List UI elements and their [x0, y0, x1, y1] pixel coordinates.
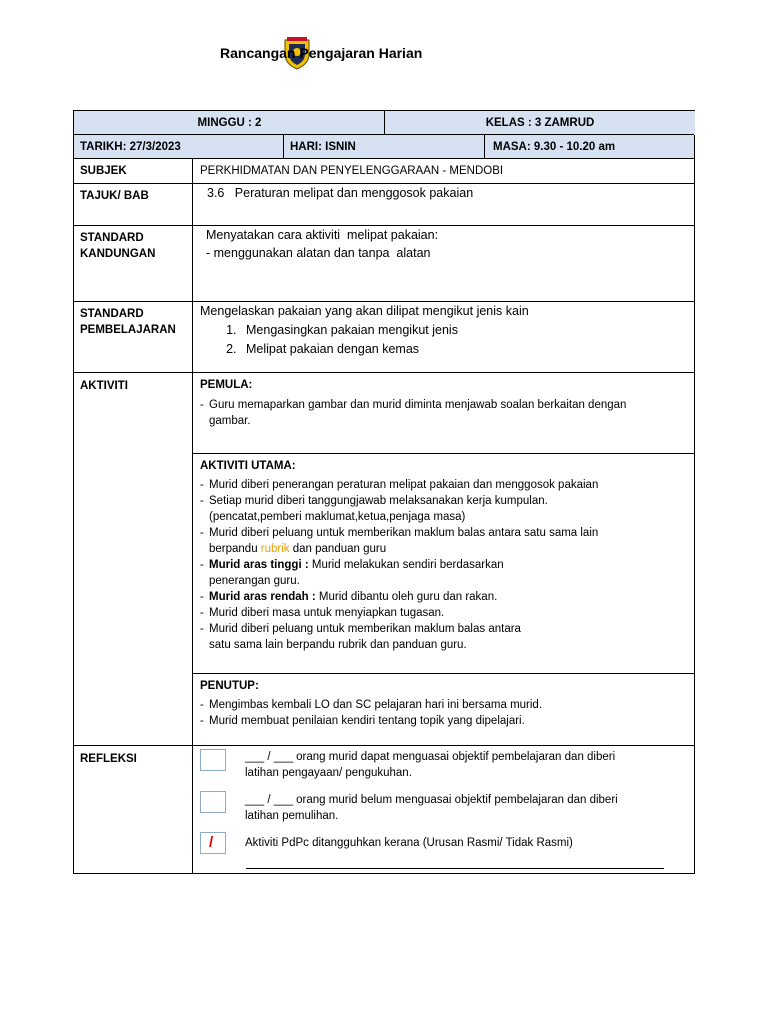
list-item: - Murid diberi peluang untuk memberikan maklum balas antara satu sama lain berpandu rubrik dan panduan guru: [200, 525, 688, 557]
blank-answer-line: [246, 868, 664, 869]
reflection-checkbox-3[interactable]: [200, 832, 226, 854]
standard-kandungan-label: STANDARD KANDUNGAN: [80, 232, 156, 260]
refleksi-item-1: ___ / ___ orang murid dapat menguasai objektif pembelajaran dan diberi latihan pengayaan/ pengukuhan.: [245, 751, 616, 779]
reflection-checkbox-2[interactable]: [200, 791, 226, 813]
tajuk-value: 3.6 Peraturan melipat dan menggosok pakaian: [207, 186, 474, 200]
minggu-cell: MINGGU : 2: [74, 111, 385, 135]
list-item: - Murid diberi peluang untuk memberikan maklum balas antara satu sama lain berpandu rubrik dan panduan guru.: [200, 621, 688, 653]
tarikh-cell: TARIKH: 27/3/2023: [74, 135, 283, 159]
standard-pembelajaran-label: STANDARD PEMBELAJARAN: [80, 308, 176, 336]
aktiviti-label: AKTIVITI: [80, 380, 128, 392]
list-item: - Murid aras rendah : Murid dibantu oleh guru dan rakan.: [200, 589, 688, 605]
check-mark: /: [209, 834, 214, 851]
standard-pembelajaran-value: Mengelaskan pakaian yang akan dilipat mengikut jenis kain 1. Mengasingkan pakaian mengikut jenis 2. Melipat pakaian dengan kemas: [200, 302, 680, 359]
page-title: Rancangan Pengajaran Harian: [220, 45, 423, 61]
refleksi-item-3: Aktiviti PdPc ditangguhkan kerana (Urusan Rasmi/ Tidak Rasmi): [245, 837, 573, 849]
list-item: - Murid membuat penilaian kendiri tentang topik yang dipelajari.: [200, 713, 688, 729]
list-item: - Murid diberi penerangan peraturan melipat pakaian dan menggosok pakaian: [200, 477, 688, 493]
refleksi-item-2: ___ / ___ orang murid belum menguasai objektif pembelajaran dan diberi latihan pemulihan.: [245, 794, 618, 822]
list-item: 1. Mengasingkan pakaian mengikut jenis: [240, 321, 680, 340]
list-item: - Murid diberi masa untuk menyiapkan tugasan.: [200, 605, 688, 621]
list-item: - Guru memaparkan gambar dan murid diminta menjawab soalan berkaitan dengan gambar.: [200, 397, 688, 429]
list-item: - Setiap murid diberi tanggungjawab melaksanakan kerja kumpulan. (pencatat,pemberi maklumat,ketua,penjaga masa): [200, 493, 688, 525]
document-header: [0, 36, 768, 72]
tajuk-label: TAJUK/ BAB: [80, 190, 149, 202]
hari-cell: HARI: ISNIN: [284, 135, 484, 159]
masa-cell: MASA: 9.30 - 10.20 am: [485, 135, 694, 159]
aktiviti-utama-heading: AKTIVITI UTAMA:: [200, 460, 296, 472]
lesson-plan-table: [73, 110, 695, 874]
list-item: - Murid aras tinggi : Murid melakukan sendiri berdasarkan penerangan guru.: [200, 557, 688, 589]
standard-kandungan-value: Menyatakan cara aktiviti melipat pakaian: - menggunakan alatan dan tanpa alatan: [206, 228, 439, 260]
refleksi-label: REFLEKSI: [80, 753, 137, 765]
subjek-label: SUBJEK: [80, 165, 127, 177]
subjek-value: PERKHIDMATAN DAN PENYELENGGARAAN - MENDOBI: [200, 165, 504, 177]
kelas-cell: KELAS : 3 ZAMRUD: [385, 111, 695, 135]
rubrik-highlight: rubrik: [260, 543, 290, 555]
pemula-section: [200, 377, 688, 429]
penutup-section: [200, 678, 688, 729]
penutup-heading: PENUTUP:: [200, 680, 259, 692]
aktiviti-utama-section: [200, 458, 688, 653]
list-item: 2. Melipat pakaian dengan kemas: [240, 340, 680, 359]
pemula-heading: PEMULA:: [200, 379, 253, 391]
reflection-checkbox-1[interactable]: [200, 749, 226, 771]
list-item: - Mengimbas kembali LO dan SC pelajaran hari ini bersama murid.: [200, 697, 688, 713]
